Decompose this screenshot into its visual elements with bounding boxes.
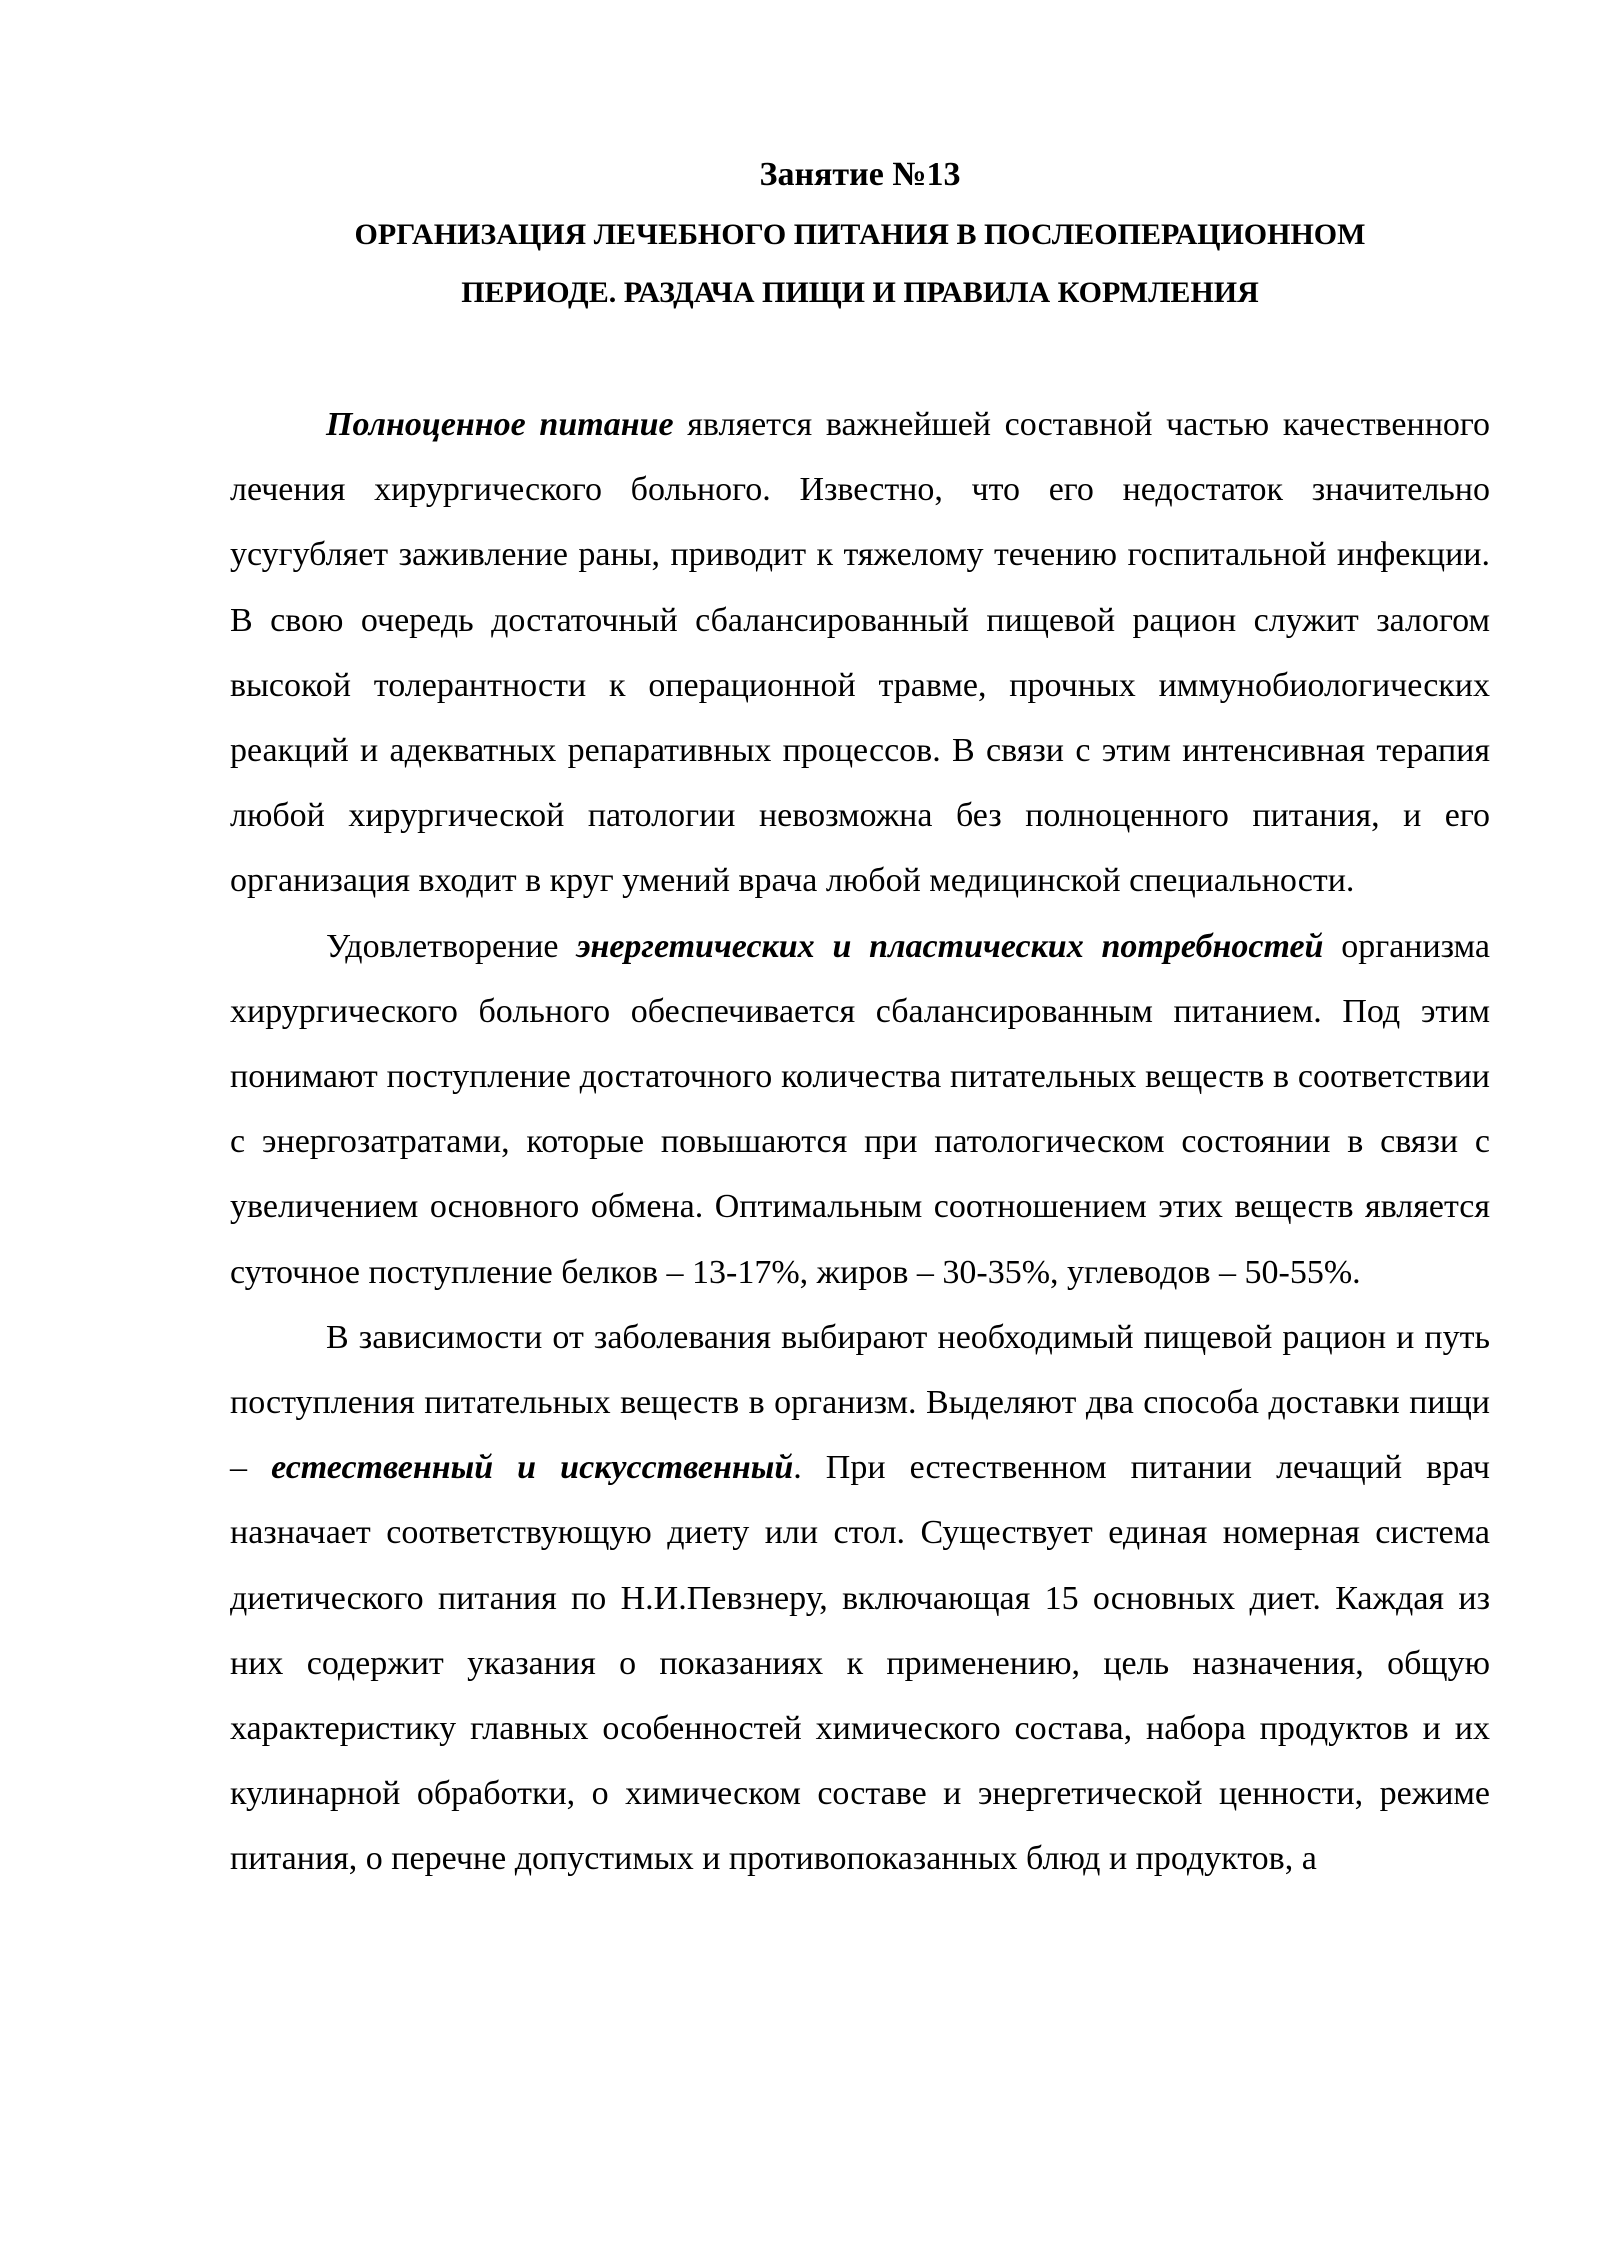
paragraph-text: является важнейшей составной частью качественного лечения хирургического больного. Известно, что его недостаток значительно усугубляет заживление раны, приводит к тяжелому течению госпитальной инфекции. В свою очередь достаточный сбалансированный пищевой рацион служит залогом высокой толерантности к операционной травме, прочных иммунобиологических реакций и адекватных репаративных процессов. В связи с этим интенсивная терапия любой хирургической патологии невозможна без полноценного питания, и его организация входит в круг умений врача любой медицинской специальности.	[230, 406, 1490, 900]
title-line-1: ОРГАНИЗАЦИЯ ЛЕЧЕБНОГО ПИТАНИЯ В ПОСЛЕОПЕРАЦИОННОМ	[354, 218, 1366, 251]
emphasis-text: естественный и искусственный	[271, 1449, 794, 1487]
paragraph-text: организма хирургического больного обеспечивается сбалансированным питанием. Под этим понимают поступление достаточного количества питательных веществ в соответствии с энергозатратами, которые повышаются при патологическом состоянии в связи с увеличением основного обмена. Оптимальным соотношением этих веществ является суточное поступление белков – 13-17%, жиров – 30-35%, углеводов – 50-55%.	[230, 927, 1491, 1291]
paragraph-text: . При естественном питании лечащий врач назначает соответствующую диету или стол. Существует единая номерная система диетического питания по Н.И.Певзнеру, включающая 15 основных диет. Каждая из них содержит указания о показаниях к применению, цель назначения, общую характеристику главных особенностей химического состава, набора продуктов и их кулинарной обработки, о химическом составе и энергетической ценности, режиме питания, о перечне допустимых и противопоказанных блюд и продуктов, а	[230, 1449, 1490, 1878]
emphasis-text: энергетических и пластических потребностей	[576, 927, 1324, 965]
emphasis-text: Полноценное питание	[326, 406, 674, 443]
paragraph-3	[230, 1305, 1490, 1892]
body-text	[230, 392, 1490, 1892]
paragraph-1	[230, 392, 1490, 914]
title-line-2: ПЕРИОДЕ. РАЗДАЧА ПИЩИ И ПРАВИЛА КОРМЛЕНИЯ	[461, 276, 1259, 309]
lesson-heading: Занятие №13	[759, 156, 961, 193]
paragraph-text: В зависимости от заболевания выбирают необходимый пищевой рацион и путь поступления питательных веществ в организм. Выделяют два способа доставки пищи –	[230, 1318, 1490, 1487]
paragraph-2	[230, 914, 1490, 1305]
paragraph-text: Удовлетворение	[326, 927, 577, 965]
